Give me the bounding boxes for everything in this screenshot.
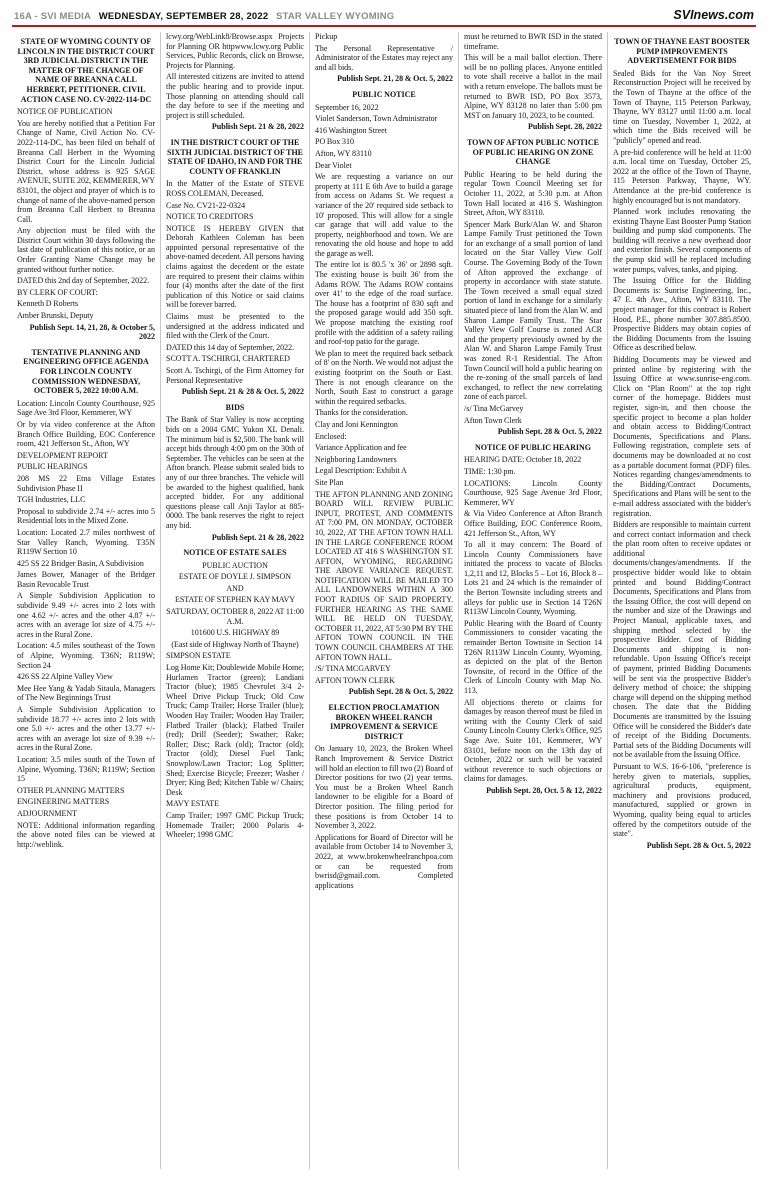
notice-paragraph: This will be a mail ballot election. There will be no polling places. Anyone entitled to vote shall receive a ballot in the mail with a return envelope. The ballots must be returned to BWR ISD, PO Box 3573, Alpine, WY 83128 no later than 5:00 pm MST on January 10, 2023, to be counted. bbox=[464, 53, 602, 120]
notice-paragraph: DATED this 14 day of September, 2022. bbox=[166, 342, 295, 352]
notice-paragraph: AFTON TOWN CLERK bbox=[315, 675, 395, 685]
notice-paragraph: 208 MS 22 Etna Village Estates Subdivision Phase II bbox=[17, 473, 155, 493]
notice-paragraph: Pursuant to W.S. 16-6-106, "preference is hereby given to materials, supplies, agricultural products, equipment, machinery and provisions produced, manufactured, supplied or grown in Wyoming, quality being equal to articles offered by the competitors outside of the state". bbox=[613, 761, 751, 839]
notice-paragraph: SCOTT A. TSCHIRGI, CHARTERED bbox=[166, 354, 290, 364]
notice-paragraph: Location: 4.5 miles southeast of the Town of Alpine, Wyoming. T36N; R119W; Section 24 bbox=[17, 641, 155, 670]
notice-heading: BIDS bbox=[225, 402, 245, 412]
notice-paragraph: OTHER PLANNING MATTERS bbox=[17, 785, 125, 795]
notice-heading: TOWN OF THAYNE EAST BOOSTER PUMP IMPROVEMENTS ADVERTISEMENT FOR BIDS bbox=[614, 37, 750, 66]
notice-paragraph: HEARING DATE: October 18, 2022 bbox=[464, 455, 582, 465]
publish-line: Publish Sept. 28 & Oct. 5, 2022 bbox=[497, 427, 602, 437]
notice-paragraph: Bidding Documents may be viewed and printed online by registering with the Issuing Office at www.sunrise-eng.com. Click on "Plan Room" at the top right corner of the homepage. Bidders must register, sign-in, and then choose the specific project to become a plan holder and obtain access to Bidding/Contract Documents, Specifications and Plans. Following registration, complete sets of documents may be downloaded at no cost as a portable document format (PDF) files. Notices regarding changes/amendments to the Bidding/Contract Documents, Specifications and Plans will be sent to the e-mail address associated with the bidder's registration. bbox=[613, 355, 751, 518]
notice-paragraph: Variance Application and fee bbox=[315, 443, 407, 453]
page-header bbox=[12, 6, 756, 23]
notice-center-line: 101600 U.S. HIGHWAY 89 bbox=[190, 628, 280, 638]
publish-line: Publish Sept. 21 & 28, 2022 bbox=[211, 532, 304, 542]
notice-heading: STATE OF WYOMING COUNTY OF LINCOLN IN THE DISTRICT COURT 3RD JUDICIAL DISTRICT IN THE MATTER OF THE CHANGE OF NAME OF BREANNA CALL HERBERT, PETITIONER. CIVIL ACTION CASE NO. CV-2022-114-DC bbox=[17, 37, 155, 104]
region-label: STAR VALLEY WYOMING bbox=[276, 11, 395, 22]
notice-paragraph: The Personal Representative / Administrator of the Estates may reject any and all bids. bbox=[315, 43, 453, 72]
notice-paragraph: Neighboring Landowners bbox=[315, 454, 397, 464]
notice-paragraph: TIME: 1:30 pm. bbox=[464, 466, 516, 476]
notice-paragraph: TGH Industries, LLC bbox=[17, 495, 86, 505]
publish-line: Publish Sept. 21 & 28 & Oct. 5, 2022 bbox=[181, 387, 304, 397]
legal-notices-grid bbox=[12, 32, 756, 1169]
notice-paragraph: BY CLERK OF COURT: bbox=[17, 287, 98, 297]
notice-paragraph: We are requesting a variance on our property at 111 E 6th Ave to build a garage from access on Adams St. We request a variance of the 20' required side setback to 10' proposed. This will allow for a single car garage that will add value to the property, neighborhood and town. We are renovating the old house and hope to add the garage as well. bbox=[315, 172, 453, 258]
notices-column-4 bbox=[458, 32, 607, 1169]
notice-paragraph: Clay and Joni Kennington bbox=[315, 419, 398, 429]
notice-paragraph: Bidders are responsible to maintain current and correct contact information and check the plan room often to receive updates or additional documents/changes/amendments. If the prospective bidder would like to obtain printed and bound Bidding/Contract Documents, Specifications and Plans from the Issuing Office, the cost will depend on the number and size of the Drawings and Project Manual, applicable taxes, and shipping method selected by the prospective Bidder. Cost of Bidding Documents and shipping is non-refundable. Upon Issuing Office's receipt of payment, printed Bidding Documents will be sent via the prospective Bidder's delivery method of choice; the shipping charge will depend on the shipping method chosen. The date that the Bidding Documents are transmitted by the Issuing Office will be considered the Bidder's date of receipt of the Bidding Documents. Partial sets of the Bidding Documents will not be available from the Issuing Office. bbox=[613, 520, 751, 760]
notice-paragraph: NOTE: Additional information regarding the above noted files can be viewed at http://weblink. bbox=[17, 820, 155, 849]
page-number-label: 16A - SVI MEDIA bbox=[14, 11, 92, 22]
notice-paragraph: Spencer Mark Burk/Alan W. and Sharon Lampe Family Trust petitioned the Town for an exchange of a small portion of land located on the Star Valley View Golf Course. The Governing Body of the Town of Afton approved the exchange of property in accordance with state statute. The Town received a small equal sized portion of land in exchange for a similarly situated piece of land from the Alan W. and Sharon Lampe Family Trust. The Star Valley View Golf Course is zoned ACR and the property previously owned by the Alan W. and Sharon Lampe Family Trust was zoned R-1 Residential. The Afton Town Council will hold a public hearing on the re-zoning of the small parcels of land exchanged, to reflect the new correlating zone of each parcel. bbox=[464, 219, 602, 402]
notice-paragraph: You are hereby notified that a Petition For Change of Name, Civil Action No. CV-2022-114-DC, has been filed on behalf of Breanna Call Herbert in the Wyoming District Court for the Lincoln Judicial District, whose address is 925 SAGE AVENUE, SUITE 202, KEMMERER, WY 83101, the object and prayer of which is to change of name of the above-named person from Breanna Call Herbert to Breanna Call. bbox=[17, 118, 155, 224]
notice-paragraph: Any objection must be filed with the District Court within 30 days following the last date of publication of this notice, or an Order Granting Name Change may be granted without further notice. bbox=[17, 226, 155, 274]
notice-center-line: SATURDAY, OCTOBER 8, 2022 AT 11:00 A.M. bbox=[166, 607, 304, 626]
publish-line: Publish Sept. 28 & Oct. 5, 2022 bbox=[646, 840, 751, 850]
notice-paragraph: Legal Description: Exhibit A bbox=[315, 466, 407, 476]
notice-paragraph: Site Plan bbox=[315, 477, 344, 487]
notice-paragraph: PO Box 310 bbox=[315, 137, 354, 147]
notice-center-line: (East side of Highway North of Thayne) bbox=[171, 639, 299, 649]
publish-line: Publish Sept. 14, 21, 28, & October 5, 2022 bbox=[29, 322, 155, 342]
notice-paragraph: THE AFTON PLANNING AND ZONING BOARD WILL REVIEW PUBLIC INPUT, PROTEST, AND COMMENTS AT 7:00 PM, ON MONDAY, OCTOBER 10, 2022, AT THE AFTON TOWN HALL IN THE LARGE CONFERENCE ROOM LOCATED AT 416 S WASHINGTON ST. AFTON, WYOMING, REGARDING THE ABOVE VARIANCE REQUEST. NOTIFICATION WILL BE MAILED TO ALL LANDOWNERS WITHIN A 300 FOOT RADIUS OF SAID PROPERTY. FURTHER HEARING AS THE SAME WILL BE HELD ON TUESDAY, OCTOBER 11, 2022, AT 5:30 PM BY THE AFTON TOWN COUNCIL IN THE TOWN COUNCIL CHAMBERS AT THE AFTON TOWN HALL. bbox=[315, 489, 453, 662]
notice-paragraph: /S/ TINA MCGARVEY bbox=[315, 664, 391, 674]
notice-paragraph: Mee Hee Yang & Yadab Sitaula, Managers of The New Beginnings Trust bbox=[17, 683, 155, 703]
notice-paragraph: On January 10, 2023, the Broken Wheel Ranch Improvement & Service District will hold an election to fill two (2) Board of Director positions for two (2) year terms. You must be a Broken Wheel Ranch landowner to be eligible for a Board of Director position. The filing period for these positions is from October 14 to November 3, 2022. bbox=[315, 744, 453, 831]
notice-paragraph: A pre-bid conference will be held at 11:00 a.m. local time on Tuesday, October 25, 2022 at the office of the Town of Thayne, 115 Peterson Parkway, Thayne, WY. Attendance at the pre-bid conference is highly encouraged but is not mandatory. bbox=[613, 147, 751, 205]
notice-paragraph: To all it may concern: The Board of Lincoln County Commissioners have initiated the process to vacate of Blocks 1,2,11 and 12, Blocks 5 – Lot 16, Block 8 – Lots 21 and 24 which is the remainder of the Berton Townsite including streets and alleys for public use in Section 14 T26N R113W Lincoln County, Wyoming. bbox=[464, 540, 602, 617]
notice-paragraph: Violet Sanderson, Town Administrator bbox=[315, 114, 438, 124]
notice-paragraph: Claims must be presented to the undersigned at the address indicated and filed with the Clerk of the Court. bbox=[166, 312, 304, 341]
notice-paragraph: Log Home Kit; Doublewide Mobile Home; Hurlamen Tractor (green); Landiani Tractor (blue); 1985 Chevrolet 3/4 2-Wheel Drive Pickup Truck; Old Cow Truck; Camp Trailer; Horse Trailer (blue); Wooden Hay Trailer; Wooden Hay Trailer; Flatbed Trailer (black); Flatbed Trailer (red); Drill (Seeder); Swather; Rake; Roller; Disc; Rack (old); Tractor (old); Tractor (old); Diesel Fuel Tank; Snowplow/Lawn Tractor; Log Splitter; Shed; Exercise Bicycle; Freezer; Washer / Dryer; King Bed; Kitchen Table w/ Chairs; Desk bbox=[166, 663, 304, 797]
header-rule bbox=[12, 25, 756, 27]
notice-paragraph: 426 SS 22 Alpine Valley View bbox=[17, 672, 113, 682]
notice-center-line: ESTATE OF STEPHEN KAY MAVY bbox=[174, 595, 296, 605]
notice-heading: ELECTION PROCLAMATION BROKEN WHEEL RANCH IMPROVEMENT & SERVICE DISTRICT bbox=[328, 703, 440, 741]
notice-paragraph: All objections thereto or claims for damages by reason thereof must be filed in writing with the County Clerk of said County Lincoln County Clerk's Office, 925 Sage Ave. Suite 101, Kemmerer, WY 83101, before noon on the 13th day of October, 2022 or such will be vacated without reverence to such objections or claims for damages. bbox=[464, 697, 602, 784]
publish-line: Publish Sept. 28, Oct. 5 & 12, 2022 bbox=[486, 785, 602, 795]
notice-paragraph: /s/ Tina McGarvey bbox=[464, 403, 524, 413]
notice-paragraph: MAVY ESTATE bbox=[166, 799, 220, 809]
notice-paragraph: We plan to meet the required back setback of 8' on the North. We would not adjust the existing footprint on the South or East. There is not enough clearance on the North, South East to construct a garage within the required setbacks. bbox=[315, 348, 453, 406]
notice-heading: IN THE DISTRICT COURT OF THE SIXTH JUDICIAL DISTRICT OF THE STATE OF IDAHO, IN AND FOR THE COUNTY OF FRANKLIN bbox=[166, 137, 304, 176]
notice-paragraph: The entire lot is 80.5 'x 36' or 2898 sqft. The existing house is built 36' from the Adams ROW. The Adams ROW contains over 41' to the edge of the road surface. The house has a footprint of 830 sqft and the proposed garage would add 350 sqft. We propose matching the existing roof profile with the addition of a safety railing and roof-top patio for the garage. bbox=[315, 260, 453, 347]
notice-paragraph: Pickup bbox=[315, 32, 338, 41]
notice-paragraph: In the Matter of the Estate of STEVE ROSS COLEMAN, Deceased. bbox=[166, 179, 304, 198]
notice-heading: NOTICE OF ESTATE SALES bbox=[183, 548, 287, 558]
notice-paragraph: SIMPSON ESTATE bbox=[166, 651, 231, 661]
notice-center-line: AND bbox=[226, 583, 244, 593]
notices-column-1 bbox=[12, 32, 160, 1169]
notice-paragraph: 416 Washington Street bbox=[315, 125, 387, 135]
notice-paragraph: Enclosed: bbox=[315, 431, 347, 441]
publish-line: Publish Sept. 21 & 28, 2022 bbox=[211, 122, 304, 132]
notice-paragraph: PUBLIC HEARINGS bbox=[17, 462, 88, 472]
notice-paragraph: NOTICE OF PUBLICATION bbox=[17, 107, 113, 117]
notice-paragraph: Case No. CV21-22-0324 bbox=[166, 200, 246, 210]
notice-paragraph: Camp Trailer; 1997 GMC Pickup Truck; Homemade Trailer; 2000 Polaris 4-Wheeler; 1998 GMC bbox=[166, 810, 304, 840]
notice-paragraph: Or by via video conference at the Afton Branch Office Building, EOC Conference room, 421 Jefferson St., Afton, WY bbox=[17, 419, 155, 449]
notice-paragraph: Proposal to subdivide 2.74 +/- acres into 5 Residential lots in the Mixed Zone. bbox=[17, 506, 155, 526]
notice-paragraph: A Simple Subdivision Application to subdivide 9.49 +/- acres into 2 lots with one 4.62 +/- acres and the other 4.87 +/- acres with an average lot size of 4.75 +/- acres in the Rural Zone. bbox=[17, 591, 155, 639]
notice-paragraph: The Issuing Office for the Bidding Documents is: Sunrise Engineering, Inc., 47 E. 4th Ave., Afton, WY 83110. The project manager for this contract is Robert Hood, P.E., phone number 307.885.8500. Prospective Bidders may obtain copies of the Bidding Documents from the Issuing Office as described below. bbox=[613, 276, 751, 353]
notice-paragraph: Location: 3.5 miles south of the Town of Alpine, Wyoming. T36N; R119W; Section 15 bbox=[17, 754, 155, 784]
notice-paragraph: LOCATIONS: Lincoln County Courthouse, 925 Sage Avenue 3rd Floor, Kemmerer, WY bbox=[464, 478, 602, 507]
website-link[interactable]: SVInews.com bbox=[673, 8, 754, 22]
notice-heading: TOWN OF AFTON PUBLIC NOTICE OF PUBLIC HEARING ON ZONE CHANGE bbox=[466, 137, 599, 167]
notices-column-3 bbox=[309, 32, 458, 1169]
notice-paragraph: A Simple Subdivision Application to subdivide 18.77 +/- acres into 2 lots with one 5.0 +/- acres and the other 13.77 +/- acres with an average lot size of 9.39 +/- acres in the Rural Zone. bbox=[17, 705, 155, 753]
notice-heading: NOTICE OF PUBLIC HEARING bbox=[475, 442, 591, 452]
notice-paragraph: September 16, 2022 bbox=[315, 102, 379, 112]
publish-line: Publish Sept. 28 & Oct. 5, 2022 bbox=[348, 687, 453, 697]
notice-paragraph: Planned work includes renovating the existing Thayne East Booster Pump Station building and pump skid components. The building will receive a new overhead door and exterior finish. Several components of the pump skid will be replaced including water pumps, valves, tanks, and piping. bbox=[613, 207, 751, 274]
notice-paragraph: The Bank of Star Valley is now accepting bids on a 2004 GMC Yukon XL Denali. The minimum bid is $2,500. The bank will accept bids through 4:00 pm on the 30th of September. The vehicles can be seen at the Afton branch. Please submit sealed bids to any of our three branches. The vehicle will be awarded to the highest qualified, bank accepted bidder. For any additional questions please call Anji Taylor at 885- 0000. The bank reserves the right to reject any bid. bbox=[166, 415, 304, 530]
notice-paragraph: James Bower, Manager of the Bridger Basin Revocable Trust bbox=[17, 570, 155, 589]
notice-paragraph: must be returned to BWR ISD in the stated timeframe. bbox=[464, 32, 602, 51]
notice-paragraph: Kenneth D Roberts bbox=[17, 299, 79, 309]
notice-paragraph: Public Hearing to be held during the regular Town Council Meeting set for October 11, 2022, at 5:30 p.m. at Afton Town Hall located at 416 S. Washington Street, Afton, WY 83110. bbox=[464, 169, 602, 218]
notice-paragraph: Dear Violet bbox=[315, 160, 352, 170]
publish-line: Publish Sept. 21, 28 & Oct. 5, 2022 bbox=[337, 74, 453, 84]
notice-paragraph: Location: Lincoln County Courthouse, 925 Sage Ave 3rd Floor, Kemmerer, WY bbox=[17, 398, 155, 418]
notice-paragraph: DATED this 2nd day of September, 2022. bbox=[17, 276, 150, 286]
publish-line: Publish Sept. 28, 2022 bbox=[527, 122, 602, 132]
notice-paragraph: Afton, WY 83110 bbox=[315, 148, 372, 158]
notice-center-line: ESTATE OF DOYLE J. SIMPSON bbox=[178, 572, 292, 582]
notice-paragraph: ADJOURNMENT bbox=[17, 808, 77, 818]
notice-paragraph: Scott A. Tschirgi, of the Firm Attorney for Personal Representative bbox=[166, 366, 304, 385]
notice-paragraph: 425 SS 22 Bridger Basin, A Subdivision bbox=[17, 558, 144, 568]
notice-center-line: PUBLIC AUCTION bbox=[202, 560, 268, 570]
header-left bbox=[14, 11, 399, 22]
notice-paragraph: All interested citizens are invited to attend the public hearing and to provide input. Those planning on attending should call the day before to see if the meeting and project is still scheduled. bbox=[166, 72, 304, 120]
notice-paragraph: & Via Video Conference at Afton Branch Office Building, EOC Conference Room, 421 Jefferson St., Afton, WY bbox=[464, 509, 602, 538]
notice-paragraph: Sealed Bids for the Van Noy Street Reconstruction Project will be received by the Town of Thayne at the office of the Town of Thayne, 115 Peterson Parkway, Thayne, WY 83127 until 11:00 a.m. local time on Tuesday, November 1, 2022, at which time the Bids received will be "publicly" opened and read. bbox=[613, 68, 751, 145]
notice-paragraph: Amber Brunski, Deputy bbox=[17, 311, 94, 321]
notice-paragraph: NOTICE IS HEREBY GIVEN that Deborah Kathleen Coleman has been appointed personal representative of the above-named decedent. All persons having claims against the decedent or the estate are required to present their claims within four (4) months after the date of the first publication of this Notice or said claims will be forever barred. bbox=[166, 223, 304, 310]
notices-column-2 bbox=[160, 32, 309, 1169]
notice-heading: PUBLIC NOTICE bbox=[352, 89, 416, 99]
notice-paragraph: Applications for Board of Director will be available from October 14 to November 3, 2022, at www.brokenwheelranchpoa.com or can be requested from bwrisd@gmail.com. Completed applications bbox=[315, 832, 453, 890]
notice-paragraph: Thanks for the consideration. bbox=[315, 408, 408, 418]
notice-paragraph: Afton Town Clerk bbox=[464, 415, 522, 425]
notice-paragraph: ENGINEERING MATTERS bbox=[17, 797, 110, 807]
notice-paragraph: Location: Located 2.7 miles northwest of Star Valley Ranch, Wyoming. T35N R119W Section 10 bbox=[17, 527, 155, 557]
notice-paragraph: lcwy.org/WebLink8/Browse.aspx Projects for Planning OR httpwww.lcwy.org Public Services, Public Records, click on Browse, Projects for Planning. bbox=[166, 32, 304, 70]
notice-paragraph: Public Hearing with the Board of County Commissioners to consider vacating the remainder Berton Townsite in Section 14 T26N R113W Lincoln County, Wyoming, as depicted on the plat of the Berton Townsite, of record in the Office of the Clerk of Lincoln County with Map No. 113. bbox=[464, 618, 602, 695]
issue-date: WEDNESDAY, SEPTEMBER 28, 2022 bbox=[98, 11, 269, 22]
notice-paragraph: DEVELOPMENT REPORT bbox=[17, 450, 108, 460]
notices-column-5 bbox=[607, 32, 756, 1169]
notice-paragraph: NOTICE TO CREDITORS bbox=[166, 212, 254, 222]
notice-heading: TENTATIVE PLANNING AND ENGINEERING OFFICE AGENDA FOR LINCOLN COUNTY COMMISSION WEDNESDAY, OCTOBER 5, 2022 10:00 A.M. bbox=[23, 347, 149, 396]
